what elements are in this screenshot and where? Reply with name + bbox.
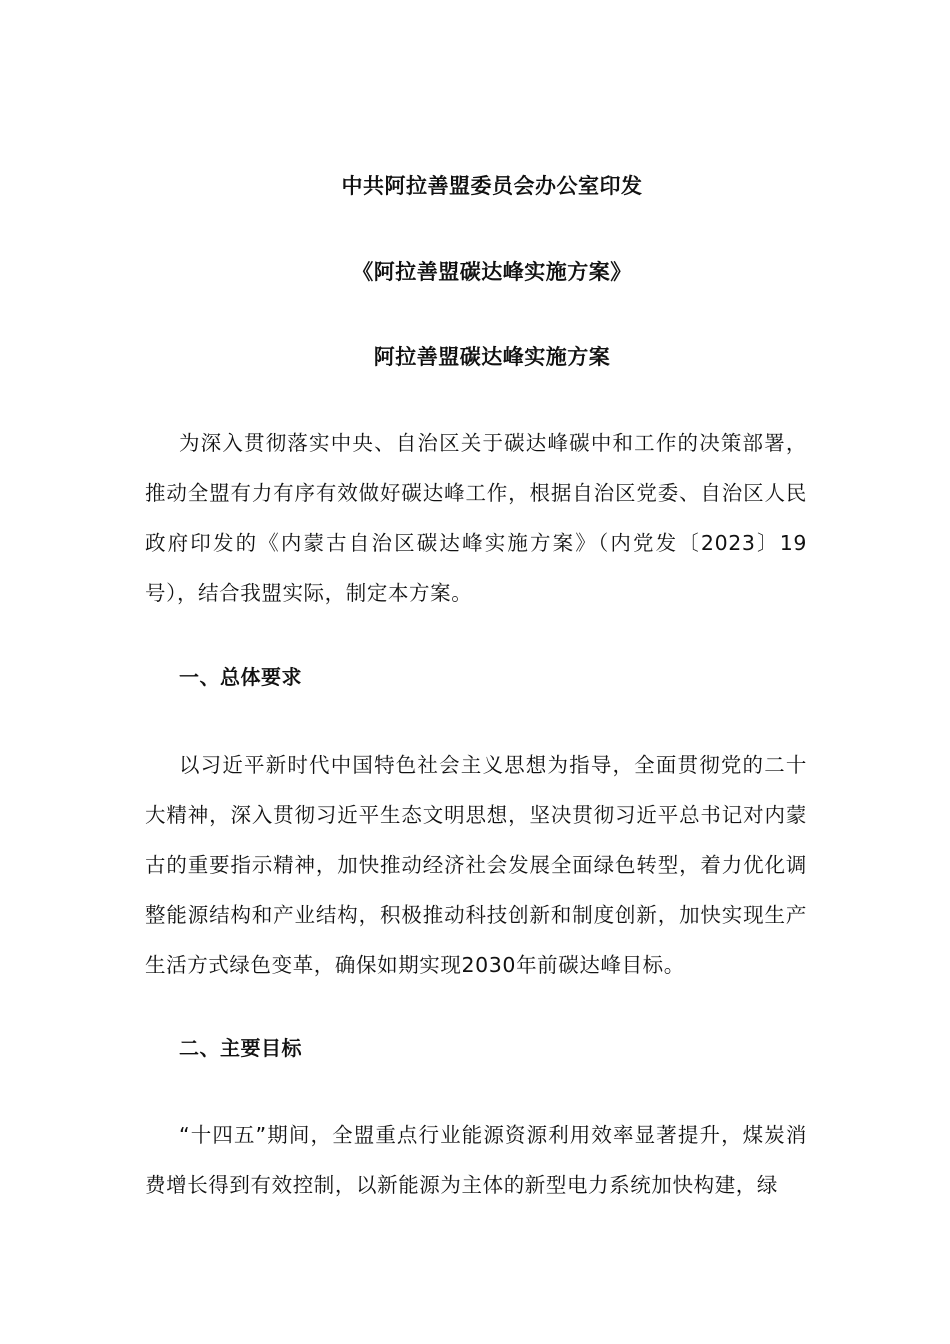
- document-name-header: 《阿拉善盟碳达峰实施方案》: [352, 260, 632, 284]
- page-title: 阿拉善盟碳达峰实施方案: [373, 345, 611, 369]
- section-paragraph-general-requirements: 以习近平新时代中国特色社会主义思想为指导，全面贯彻党的二十大精神，深入贯彻习近平生态文明思想，坚决贯彻习近平总书记对内蒙古的重要指示精神，加快推动经济社会发展全面绿色转型，着力优化调整能源结构和产业结构，积极推动科技创新和制度创新，加快实现生产生活方式绿色变革，确保如期实现2030年前碳达峰目标。: [145, 753, 807, 977]
- section-paragraph-main-targets: “十四五”期间，全盟重点行业能源资源利用效率显著提升，煤炭消费增长得到有效控制，以新能源为主体的新型电力系统加快构建，绿: [145, 1123, 807, 1197]
- intro-paragraph: 为深入贯彻落实中央、自治区关于碳达峰碳中和工作的决策部署，推动全盟有力有序有效做好碳达峰工作，根据自治区党委、自治区人民政府印发的《内蒙古自治区碳达峰实施方案》（内党发〔2023〕19号），结合我盟实际，制定本方案。: [145, 431, 807, 605]
- issuer-header: 中共阿拉善盟委员会办公室印发: [341, 174, 643, 198]
- section-heading-main-targets: 二、主要目标: [179, 1036, 302, 1060]
- section-heading-general-requirements: 一、总体要求: [179, 665, 302, 689]
